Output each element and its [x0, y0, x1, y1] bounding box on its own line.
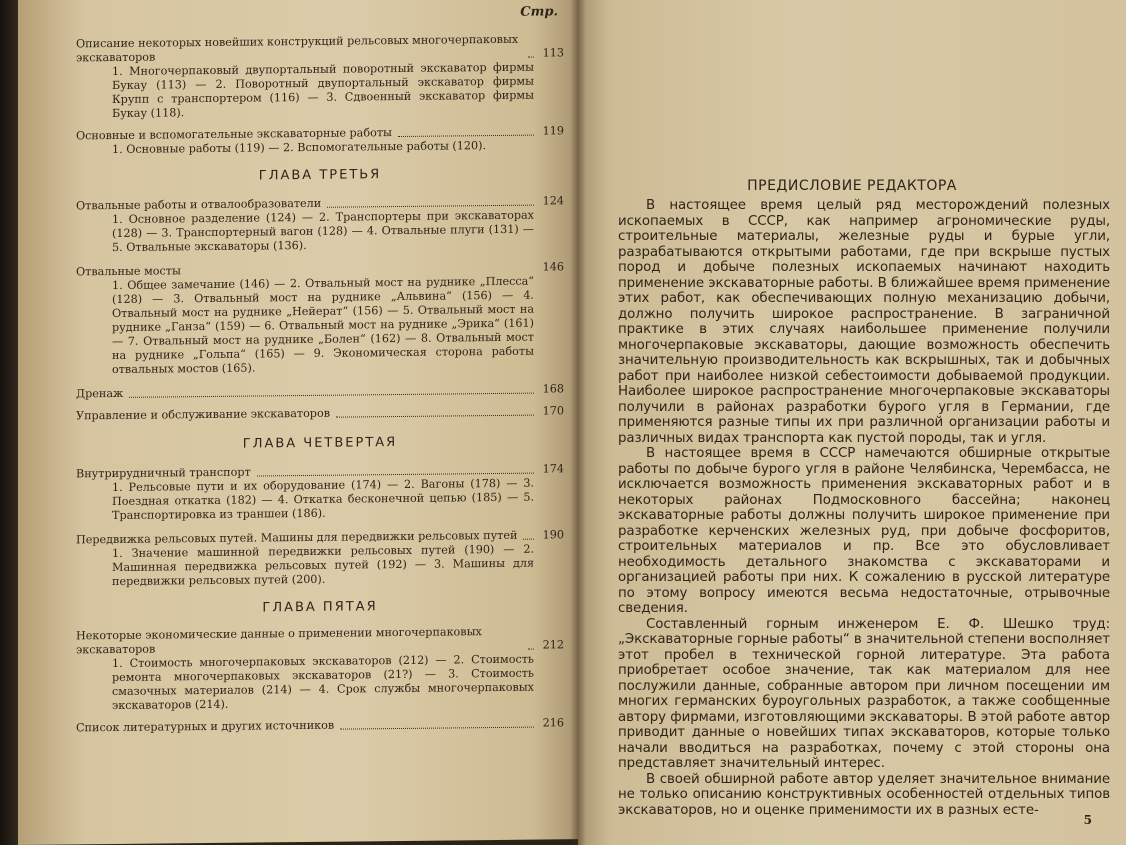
toc-entry-title: Список литературных и других источников	[76, 718, 335, 735]
preface-title: ПРЕДИСЛОВИЕ РЕДАКТОРА	[747, 178, 957, 194]
toc-leader	[327, 205, 534, 208]
toc-entry-page: 119	[542, 124, 564, 138]
chapter-heading: ГЛАВА ПЯТАЯ	[262, 599, 378, 616]
table-of-contents	[76, 24, 564, 735]
toc-leader	[340, 727, 534, 730]
toc-entry	[76, 716, 564, 735]
toc-leader	[523, 539, 534, 540]
toc-entry-page: 113	[542, 46, 564, 60]
toc-entry	[76, 124, 564, 157]
toc-entry-subsections: 1. Рельсовые пути и их оборудование (174) — 2. Вагоны (178) — 3. Поездная откатка (182) — 4. Откатка бесконечной цепью (185) — 5. Транспортировка из траншеи (186).	[112, 476, 534, 523]
toc-entry	[76, 462, 564, 523]
toc-entry-title: Отвальные работы и отвалообразователи	[76, 196, 322, 213]
toc-entry-page: 168	[542, 382, 564, 396]
toc-entry	[76, 624, 564, 713]
toc-entry-page: 216	[542, 716, 564, 730]
toc-entry	[76, 382, 564, 401]
toc-entry-title: Отвальные мосты	[76, 264, 181, 279]
toc-entry-title: Дренаж	[76, 386, 124, 401]
chapter-heading: ГЛАВА ТРЕТЬЯ	[258, 167, 382, 184]
toc-entry-title: Управление и обслуживание экскаваторов	[76, 406, 331, 423]
page-column-header: Стр.	[520, 4, 558, 20]
toc-entry-title: Передвижка рельсовых путей. Машины для передвижки рельсовых путей	[76, 528, 518, 547]
toc-entry	[76, 528, 564, 589]
toc-entry-subsections: 1. Значение машинной передвижки рельсовых путей (190) — 2. Машинная передвижка рельсовых путей (192) — 3. Машины для передвижки рельсовых путей (200).	[112, 542, 534, 589]
book-gutter-shadow	[570, 0, 586, 845]
preface-paragraph: В своей обширной работе автор уделяет значительное внимание не только описанию конструктивных особенностей отдельных типов экскаваторов, но и оценке применимости их в разных есте-	[618, 771, 1110, 818]
toc-entry	[76, 404, 564, 423]
toc-entry	[76, 32, 564, 121]
page-number: 5	[1083, 813, 1092, 827]
preface-paragraph: В настоящее время в СССР намечаются обширные открытые работы по добыче бурого угля в районе Челябинска, Черембасса, не исключается возможность применения экскаваторных работ и в некоторых районах Подмосковного бассейна; наконец экскаваторные работы должны получить широкое применение при разработке керченских железных руд, при добыче фосфоритов, строительных материалов и пр. Все это обусловливает необходимость детального знакомства с экскаваторами и организацией работы при них. К сожалению в русской литературе по этому вопросу имеются весьма недостаточные, отрывочные сведения.	[618, 446, 1110, 616]
toc-entry-page: 190	[542, 528, 564, 542]
toc-entry-subsections: 1. Многочерпаковый двупортальный поворотный экскаватор фирмы Букау (113) — 2. Поворотный двупортальный экскаватор фирмы Крупп с транспортером (116) — 3. Сдвоенный экскаватор фирмы Букау (118).	[112, 60, 534, 121]
preface-paragraph: Составленный горным инженером Е. Ф. Шешко труд: „Экскаваторные горные работы“ в значительной степени восполняет этот пробел в технической горной литературе. Эта работа приобретает особое значение, так как материалом для нее послужили данные, собранные автором при личном посещении им многих германских буроугольных разработок, а также сообщенные автору фирмами, изготовляющими экскаваторы. В этой работе автор приводит данные о новейших типах экскаваторов, которые только начали вводиться на разработках, почему с этой стороны она представляет значительный интерес.	[618, 616, 1110, 771]
toc-entry-page: 170	[542, 404, 564, 418]
toc-leader	[257, 473, 534, 477]
toc-entry	[76, 194, 564, 255]
toc-leader	[528, 57, 534, 58]
toc-entry-subsections: 1. Основное разделение (124) — 2. Транспортеры при экскаваторах (128) — 3. Транспортерный вагон (128) — 4. Отвальные плуги (131) — 5. Отвальные экскаваторы (136).	[112, 208, 534, 255]
toc-entry-subsections: 1. Общее замечание (146) — 2. Отвальный мост на руднике „Плесса“ (128) — 3. Отвальный мост на руднике „Альвина“ (156) — 4. Отвальный мост на руднике „Нейерат“ (156) — 5. Отвальный мост на руднике „Ганза“ (159) — 6. Отвальный мост на руднике „Эрика“ (161) — 7. Отвальный мост на руднике „Болен“ (162) — 8. Отвальный мост на руднике „Гольпа“ (165) — 9. Экономическая сторона работы отвальных мостов (165).	[112, 274, 534, 377]
right-page	[578, 0, 1126, 845]
toc-entry-title: Основные и вспомогательные экскаваторные работы	[76, 126, 392, 143]
toc-entry-page: 146	[542, 260, 564, 274]
chapter-heading: ГЛАВА ЧЕТВЕРТАЯ	[242, 435, 398, 452]
toc-leader	[528, 649, 534, 650]
toc-entry-page: 174	[542, 462, 564, 476]
toc-entry-title: Описание некоторых новейших конструкций рельсовых многочерпаковых экскаваторов	[76, 32, 519, 65]
toc-entry-title: Внутрирудничный транспорт	[76, 465, 251, 481]
preface-paragraph: В настоящее время целый ряд месторождений полезных ископаемых в СССР, как например агрономические руды, строительные материалы, железные руды и бурые угли, разрабатываются открытыми работами, где при вскрыше пустых пород и добыче полезных ископаемых начинают находить применение экскаваторные работы. В ближайшее время применение этих работ, как обеспечивающих полную механизацию добычи, должно получить широкое распространение. В заграничной практике в этих случаях наибольшее применение получили многочерпаковые экскаваторы, дающие возможность обеспечить значительную производительность как вскрышных, так и добычных работ при наиболее низкой себестоимости добываемой продукции. Наиболее широкое распространение многочерпаковые экскаваторы получили в районах разработки бурого угля в Германии, где применяются разные типы их при различной организации работы и различных видах транспорта как пустой породы, так и угля.	[618, 198, 1110, 446]
toc-leader	[336, 415, 534, 418]
toc-entry-page: 212	[542, 638, 564, 652]
toc-entry-subsections: 1. Основные работы (119) — 2. Вспомогательные работы (120).	[112, 139, 487, 157]
toc-entry-subsections: 1. Стоимость многочерпаковых экскаваторов (212) — 2. Стоимость ремонта многочерпаковых экскаваторов (21?) — 3. Стоимость смазочных материалов (214) — 4. Срок службы многочерпаковых экскаваторов (214).	[112, 652, 534, 713]
toc-entry	[76, 260, 564, 377]
toc-leader	[129, 393, 534, 398]
left-page	[18, 0, 578, 845]
toc-entry-title: Некоторые экономические данные о применении многочерпаковых экскаваторов	[76, 625, 482, 657]
preface-body	[618, 198, 1110, 818]
toc-entry-page: 124	[542, 194, 564, 208]
toc-leader	[398, 135, 534, 137]
